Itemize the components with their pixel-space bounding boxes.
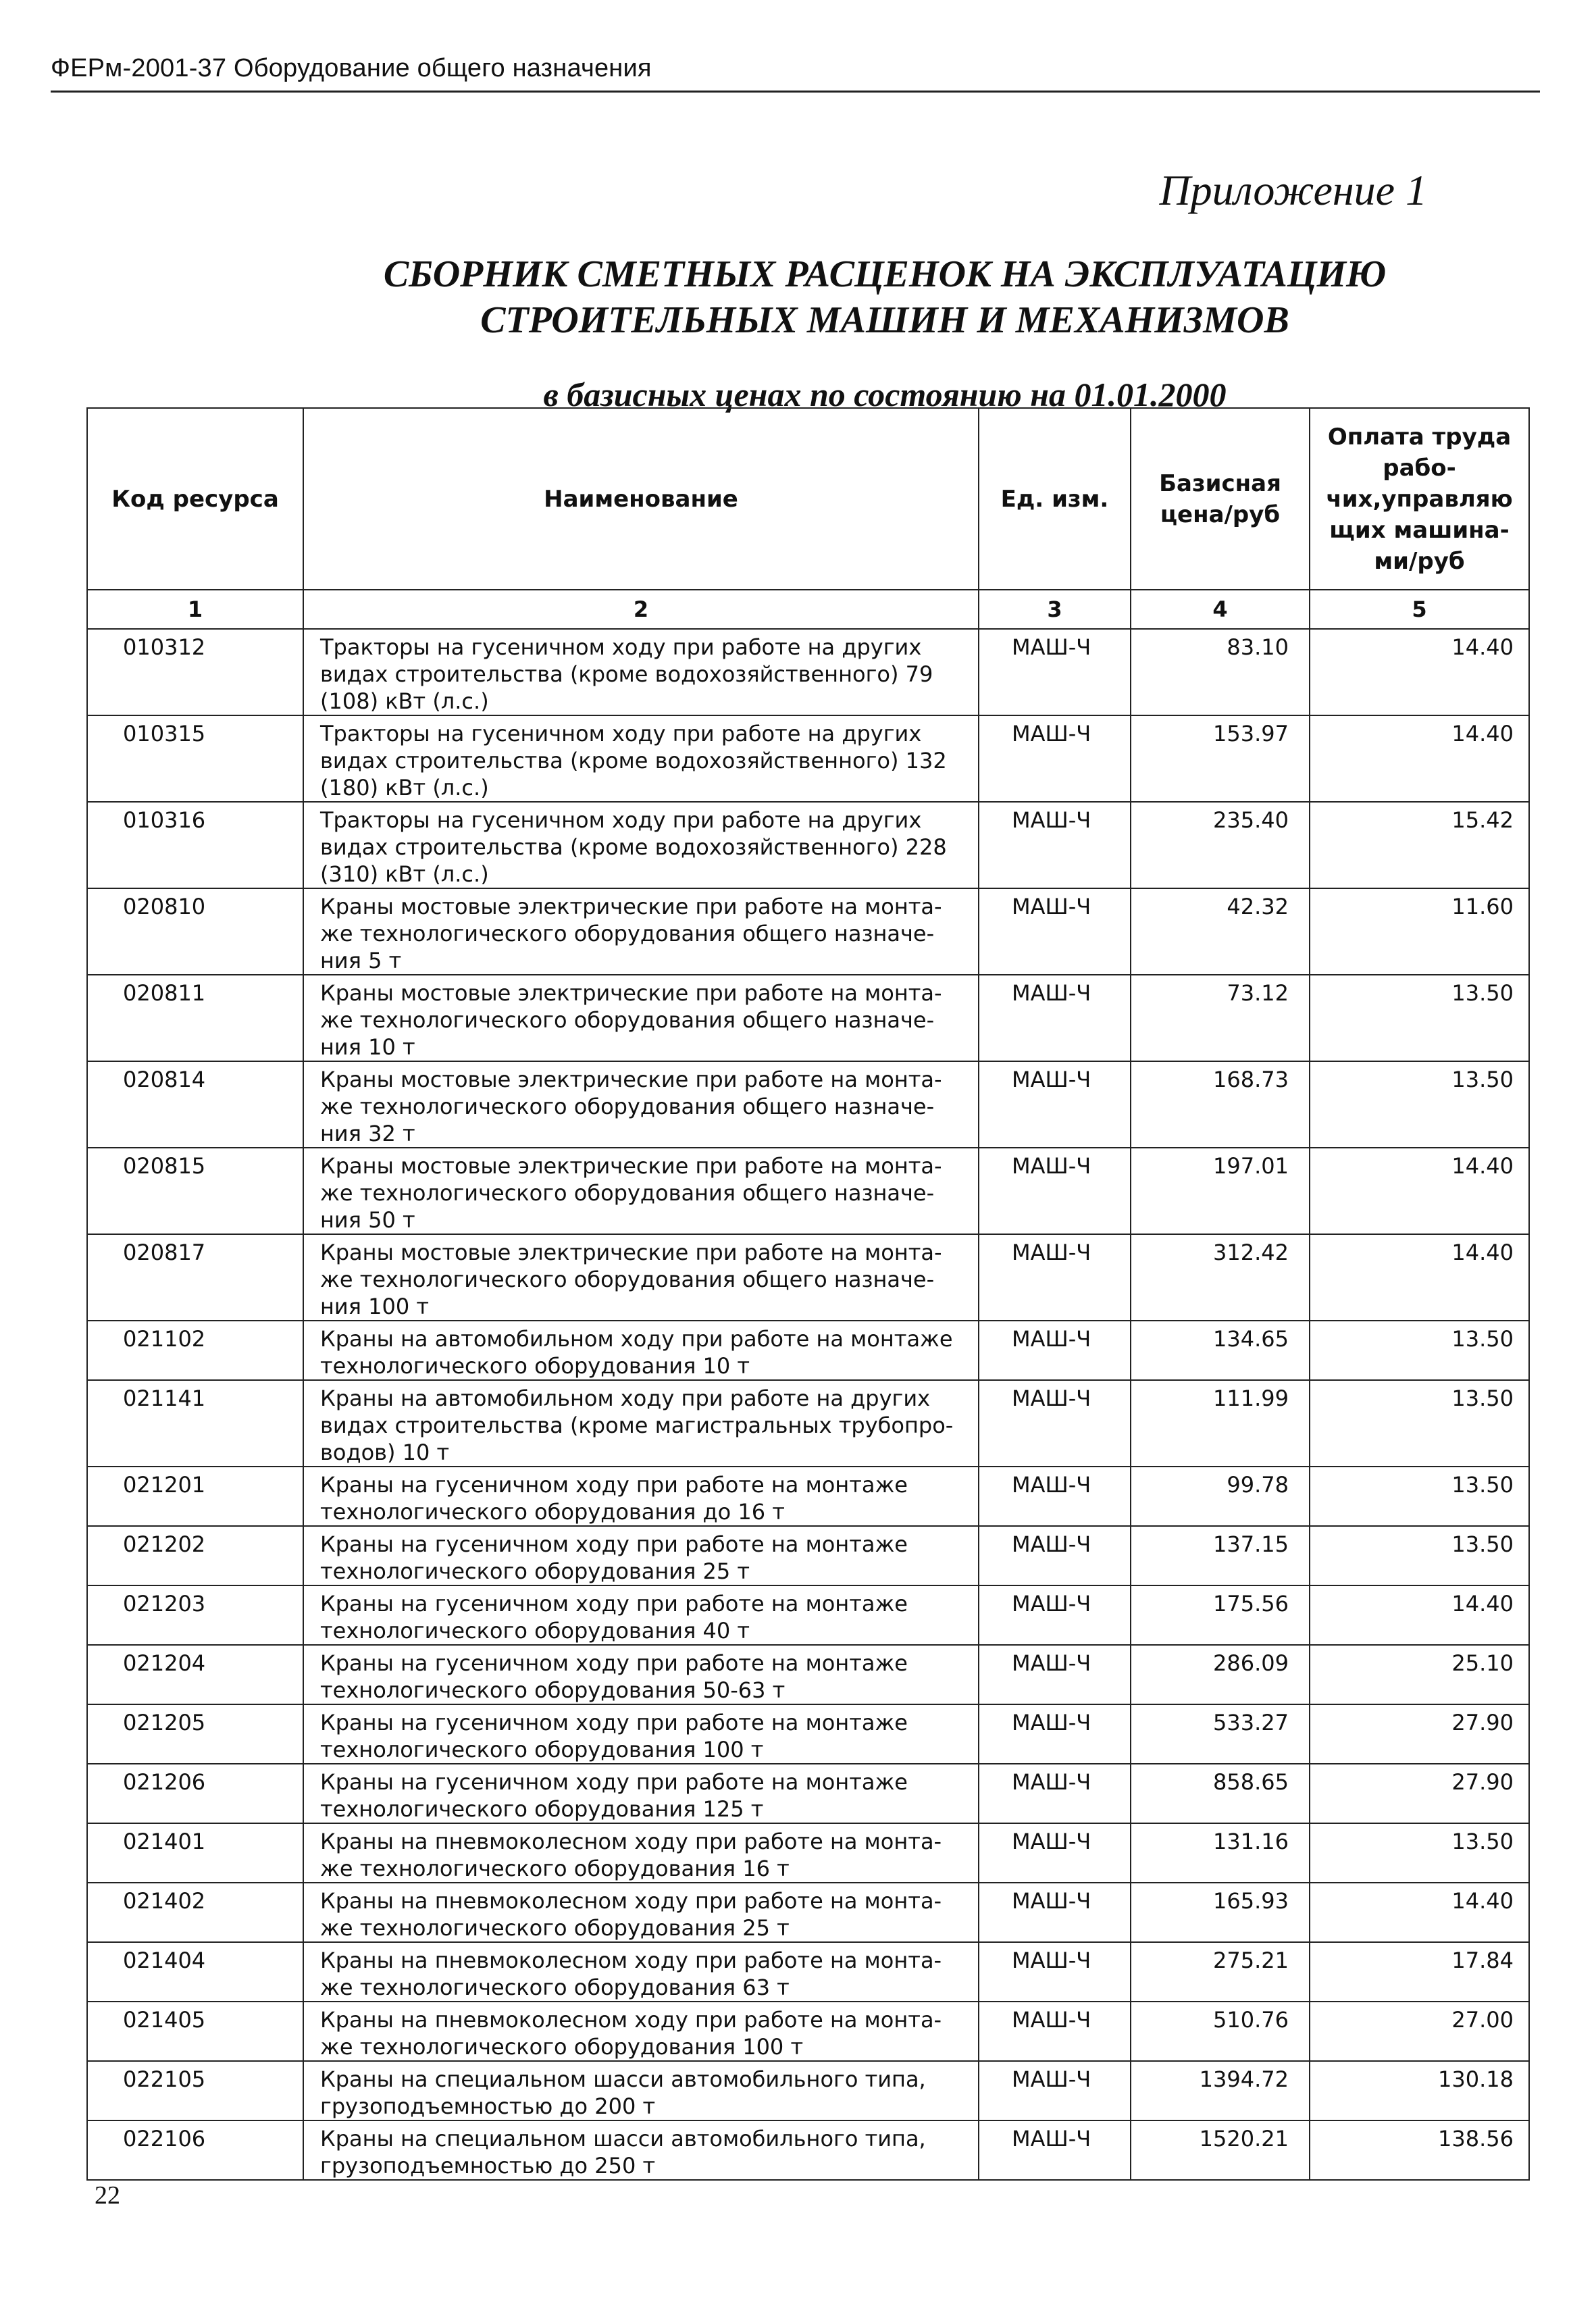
header-code: Код ресурса	[87, 408, 303, 590]
resource-name: Краны на специальном шасси автомобильного типа, грузоподъемностью до 200 т	[303, 2061, 979, 2120]
column-number-row	[87, 590, 1529, 629]
operator-wage: 13.50	[1310, 1380, 1529, 1467]
table-body	[87, 629, 1529, 2180]
appendix-label: Приложение 1	[1159, 166, 1427, 214]
base-price: 175.56	[1131, 1585, 1310, 1645]
table-row	[87, 1467, 1529, 1526]
table-row	[87, 1704, 1529, 1764]
operator-wage: 13.50	[1310, 1823, 1529, 1883]
resource-name: Краны на пневмоколесном ходу при работе на монта-же технологического оборудования 25 т	[303, 1883, 979, 1942]
base-price: 168.73	[1131, 1061, 1310, 1148]
table-row	[87, 629, 1529, 715]
unit-of-measure: МАШ-Ч	[979, 1585, 1131, 1645]
resource-name: Краны мостовые электрические при работе на монта-же технологического оборудования общего назначе-ния 50 т	[303, 1148, 979, 1234]
base-price: 275.21	[1131, 1942, 1310, 2002]
table-row	[87, 1061, 1529, 1148]
resource-name: Краны на пневмоколесном ходу при работе на монта-же технологического оборудования 63 т	[303, 1942, 979, 2002]
resource-code: 021401	[87, 1823, 303, 1883]
operator-wage: 138.56	[1310, 2120, 1529, 2180]
table-row	[87, 2120, 1529, 2180]
base-price: 533.27	[1131, 1704, 1310, 1764]
resource-name: Тракторы на гусеничном ходу при работе на других видах строительства (кроме водохозяйственного) 79 (108) кВт (л.с.)	[303, 629, 979, 715]
operator-wage: 27.00	[1310, 2002, 1529, 2061]
unit-of-measure: МАШ-Ч	[979, 1883, 1131, 1942]
resource-code: 020810	[87, 888, 303, 975]
operator-wage: 13.50	[1310, 975, 1529, 1061]
table-row	[87, 1380, 1529, 1467]
unit-of-measure: МАШ-Ч	[979, 1764, 1131, 1823]
resource-name: Краны на гусеничном ходу при работе на монтаже технологического оборудования 25 т	[303, 1526, 979, 1585]
unit-of-measure: МАШ-Ч	[979, 1467, 1131, 1526]
resource-code: 020815	[87, 1148, 303, 1234]
operator-wage: 14.40	[1310, 1883, 1529, 1942]
table-row	[87, 1321, 1529, 1380]
unit-of-measure: МАШ-Ч	[979, 1234, 1131, 1321]
resource-code: 020811	[87, 975, 303, 1061]
operator-wage: 13.50	[1310, 1467, 1529, 1526]
table-row	[87, 1764, 1529, 1823]
rates-table	[86, 407, 1530, 2181]
base-price: 153.97	[1131, 715, 1310, 802]
operator-wage: 14.40	[1310, 1148, 1529, 1234]
unit-of-measure: МАШ-Ч	[979, 1823, 1131, 1883]
table-row	[87, 715, 1529, 802]
operator-wage: 13.50	[1310, 1061, 1529, 1148]
base-price: 111.99	[1131, 1380, 1310, 1467]
resource-name: Тракторы на гусеничном ходу при работе на других видах строительства (кроме водохозяйственного) 132 (180) кВт (л.с.)	[303, 715, 979, 802]
base-price: 99.78	[1131, 1467, 1310, 1526]
resource-name: Краны на гусеничном ходу при работе на монтаже технологического оборудования 40 т	[303, 1585, 979, 1645]
table-header-row	[87, 408, 1529, 590]
header-price: Базисная цена/руб	[1131, 408, 1310, 590]
base-price: 235.40	[1131, 802, 1310, 888]
operator-wage: 14.40	[1310, 629, 1529, 715]
operator-wage: 25.10	[1310, 1645, 1529, 1704]
operator-wage: 27.90	[1310, 1764, 1529, 1823]
resource-code: 020817	[87, 1234, 303, 1321]
base-price: 286.09	[1131, 1645, 1310, 1704]
column-number: 1	[87, 590, 303, 629]
column-number: 3	[979, 590, 1131, 629]
unit-of-measure: МАШ-Ч	[979, 802, 1131, 888]
unit-of-measure: МАШ-Ч	[979, 1380, 1131, 1467]
operator-wage: 15.42	[1310, 802, 1529, 888]
resource-code: 010316	[87, 802, 303, 888]
base-price: 131.16	[1131, 1823, 1310, 1883]
resource-code: 020814	[87, 1061, 303, 1148]
unit-of-measure: МАШ-Ч	[979, 2061, 1131, 2120]
resource-code: 021205	[87, 1704, 303, 1764]
operator-wage: 14.40	[1310, 1234, 1529, 1321]
base-price: 510.76	[1131, 2002, 1310, 2061]
resource-name: Краны мостовые электрические при работе на монта-же технологического оборудования общего назначе-ния 32 т	[303, 1061, 979, 1148]
resource-name: Краны на пневмоколесном ходу при работе на монта-же технологического оборудования 100 т	[303, 2002, 979, 2061]
unit-of-measure: МАШ-Ч	[979, 2120, 1131, 2180]
resource-code: 021402	[87, 1883, 303, 1942]
operator-wage: 27.90	[1310, 1704, 1529, 1764]
resource-name: Краны на специальном шасси автомобильного типа, грузоподъемностью до 250 т	[303, 2120, 979, 2180]
resource-name: Краны на пневмоколесном ходу при работе на монта-же технологического оборудования 16 т	[303, 1823, 979, 1883]
base-price: 197.01	[1131, 1148, 1310, 1234]
resource-name: Краны на гусеничном ходу при работе на монтаже технологического оборудования 50-63 т	[303, 1645, 979, 1704]
base-price: 1394.72	[1131, 2061, 1310, 2120]
resource-code: 021102	[87, 1321, 303, 1380]
unit-of-measure: МАШ-Ч	[979, 1704, 1131, 1764]
title-line-2: СТРОИТЕЛЬНЫХ МАШИН И МЕХАНИЗМОВ	[480, 299, 1289, 341]
table-row	[87, 888, 1529, 975]
operator-wage: 11.60	[1310, 888, 1529, 975]
resource-code: 010315	[87, 715, 303, 802]
header-name: Наименование	[303, 408, 979, 590]
page-number: 22	[95, 2181, 120, 2210]
unit-of-measure: МАШ-Ч	[979, 1942, 1131, 2002]
document-title	[0, 251, 1596, 343]
operator-wage: 130.18	[1310, 2061, 1529, 2120]
column-number: 4	[1131, 590, 1310, 629]
base-price: 73.12	[1131, 975, 1310, 1061]
document-subtitle: в базисных ценах по состоянию на 01.01.2000	[543, 376, 1227, 413]
table-row	[87, 1883, 1529, 1942]
operator-wage: 14.40	[1310, 1585, 1529, 1645]
table-row	[87, 1234, 1529, 1321]
base-price: 165.93	[1131, 1883, 1310, 1942]
resource-code: 021405	[87, 2002, 303, 2061]
operator-wage: 13.50	[1310, 1526, 1529, 1585]
unit-of-measure: МАШ-Ч	[979, 2002, 1131, 2061]
unit-of-measure: МАШ-Ч	[979, 715, 1131, 802]
unit-of-measure: МАШ-Ч	[979, 1526, 1131, 1585]
resource-name: Краны на автомобильном ходу при работе на монтаже технологического оборудования 10 т	[303, 1321, 979, 1380]
table-row	[87, 1526, 1529, 1585]
title-line-1: СБОРНИК СМЕТНЫХ РАСЦЕНОК НА ЭКСПЛУАТАЦИЮ	[383, 253, 1387, 295]
resource-name: Тракторы на гусеничном ходу при работе на других видах строительства (кроме водохозяйственного) 228 (310) кВт (л.с.)	[303, 802, 979, 888]
running-header: ФЕРм-2001-37 Оборудование общего назначения	[51, 54, 652, 82]
unit-of-measure: МАШ-Ч	[979, 629, 1131, 715]
resource-code: 021202	[87, 1526, 303, 1585]
resource-name: Краны на гусеничном ходу при работе на монтаже технологического оборудования 100 т	[303, 1704, 979, 1764]
table-row	[87, 2002, 1529, 2061]
base-price: 1520.21	[1131, 2120, 1310, 2180]
resource-code: 021203	[87, 1585, 303, 1645]
header-wage: Оплата труда рабо-чих,управляю щих машина-ми/руб	[1310, 408, 1529, 590]
base-price: 83.10	[1131, 629, 1310, 715]
operator-wage: 17.84	[1310, 1942, 1529, 2002]
resource-code: 021404	[87, 1942, 303, 2002]
unit-of-measure: МАШ-Ч	[979, 1148, 1131, 1234]
resource-code: 021206	[87, 1764, 303, 1823]
resource-code: 022106	[87, 2120, 303, 2180]
base-price: 312.42	[1131, 1234, 1310, 1321]
base-price: 137.15	[1131, 1526, 1310, 1585]
operator-wage: 13.50	[1310, 1321, 1529, 1380]
base-price: 42.32	[1131, 888, 1310, 975]
resource-code: 022105	[87, 2061, 303, 2120]
resource-name: Краны мостовые электрические при работе на монта-же технологического оборудования общего назначе-ния 10 т	[303, 975, 979, 1061]
resource-name: Краны на гусеничном ходу при работе на монтаже технологического оборудования 125 т	[303, 1764, 979, 1823]
resource-code: 021141	[87, 1380, 303, 1467]
table-row	[87, 975, 1529, 1061]
resource-code: 021201	[87, 1467, 303, 1526]
base-price: 858.65	[1131, 1764, 1310, 1823]
unit-of-measure: МАШ-Ч	[979, 888, 1131, 975]
header-unit: Ед. изм.	[979, 408, 1131, 590]
column-number: 5	[1310, 590, 1529, 629]
resource-code: 010312	[87, 629, 303, 715]
table-row	[87, 1823, 1529, 1883]
resource-name: Краны на гусеничном ходу при работе на монтаже технологического оборудования до 16 т	[303, 1467, 979, 1526]
table-row	[87, 2061, 1529, 2120]
resource-name: Краны на автомобильном ходу при работе на других видах строительства (кроме магистральных трубопро-водов) 10 т	[303, 1380, 979, 1467]
resource-code: 021204	[87, 1645, 303, 1704]
resource-name: Краны мостовые электрические при работе на монта-же технологического оборудования общего назначе-ния 5 т	[303, 888, 979, 975]
unit-of-measure: МАШ-Ч	[979, 975, 1131, 1061]
unit-of-measure: МАШ-Ч	[979, 1061, 1131, 1148]
table-row	[87, 1942, 1529, 2002]
operator-wage: 14.40	[1310, 715, 1529, 802]
table-row	[87, 1645, 1529, 1704]
table-row	[87, 1585, 1529, 1645]
column-number: 2	[303, 590, 979, 629]
base-price: 134.65	[1131, 1321, 1310, 1380]
header-rule	[51, 91, 1540, 93]
unit-of-measure: МАШ-Ч	[979, 1321, 1131, 1380]
resource-name: Краны мостовые электрические при работе на монта-же технологического оборудования общего назначе-ния 100 т	[303, 1234, 979, 1321]
table-row	[87, 802, 1529, 888]
table-row	[87, 1148, 1529, 1234]
unit-of-measure: МАШ-Ч	[979, 1645, 1131, 1704]
